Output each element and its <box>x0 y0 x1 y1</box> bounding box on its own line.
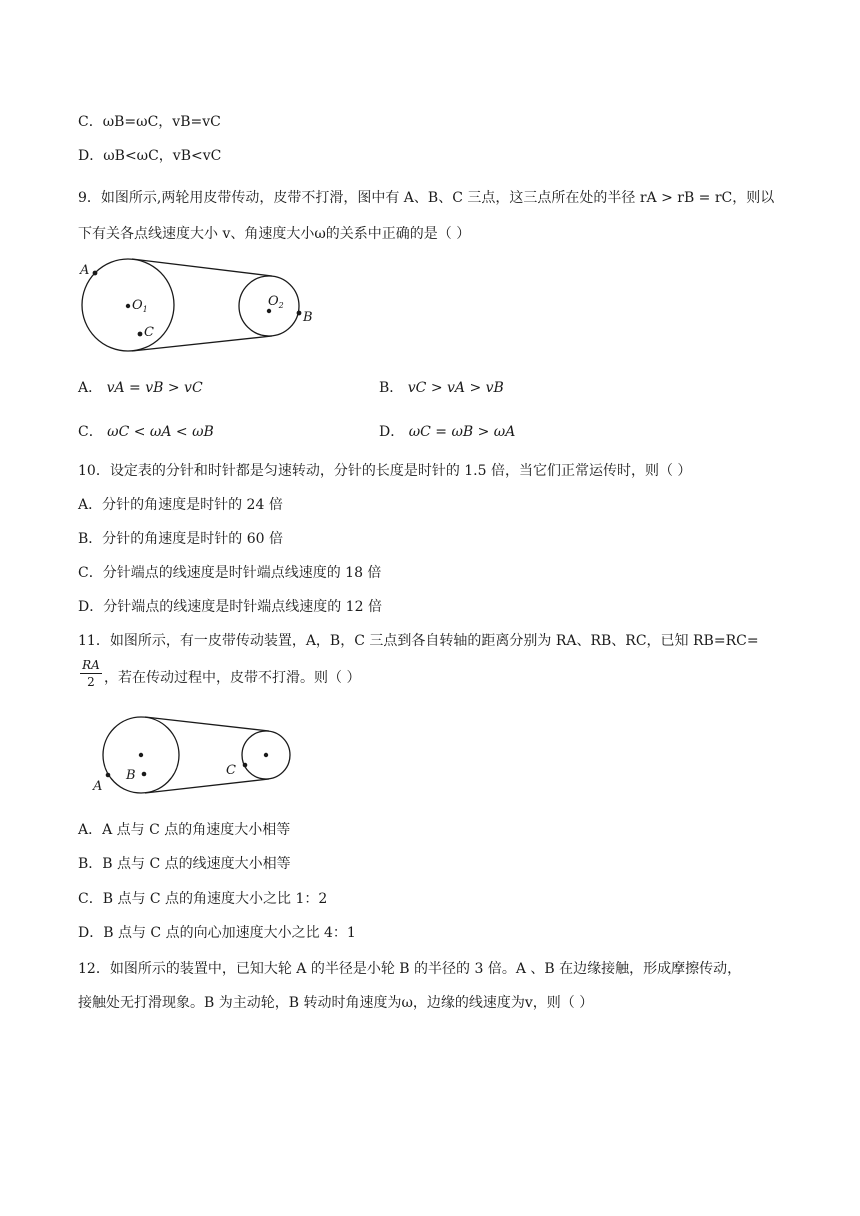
q9-label-c: C <box>144 325 154 340</box>
q11-center-large-dot <box>139 753 143 757</box>
q11-option-b: B．B 点与 C 点的线速度大小相等 <box>78 856 291 872</box>
q11-belt-figure <box>88 710 303 800</box>
q9-belt-top <box>132 259 272 276</box>
q11-label-a: A <box>93 779 103 794</box>
q8-option-d-text: ωB<ωC，vB<vC <box>103 148 222 164</box>
q10-option-a: A．分针的角速度是时针的 24 倍 <box>78 497 283 513</box>
q9-point-b-dot <box>297 311 302 316</box>
q10-stem: 10．设定表的分针和时针都是匀速转动，分针的长度是时针的 1.5 倍，当它们正常运传时，则（ ） <box>78 463 692 479</box>
q11-label-b: B <box>126 768 136 783</box>
q9-label-o2: $O_2$ <box>268 294 284 310</box>
q11-point-c-dot <box>243 763 248 768</box>
q9-stem-line1: 9．如图所示,两轮用皮带传动，皮带不打滑，图中有 A、B、C 三点，这三点所在处的半径 rA > rB = rC，则以 <box>78 190 775 206</box>
q8-option-c-text: ωB=ωC，vB=vC <box>102 114 221 130</box>
q9-label-o1: $O_1$ <box>132 298 148 314</box>
q12-stem-line2: 接触处无打滑现象。B 为主动轮，B 转动时角速度为ω，边缘的线速度为v，则（ ） <box>78 995 594 1011</box>
q11-option-d: D．B 点与 C 点的向心加速度大小之比 4：1 <box>78 925 356 941</box>
q10-option-c: C．分针端点的线速度是时针端点线速度的 18 倍 <box>78 565 382 581</box>
q9-label-b: B <box>303 310 313 325</box>
q11-label-c: C <box>226 763 236 778</box>
q9-option-c: C． ωC < ωA < ωB <box>78 424 214 440</box>
q11-fraction-numerator: RA <box>80 657 102 674</box>
q11-point-b-dot <box>142 772 147 777</box>
q9-option-a: A． vA = vB > vC <box>78 380 203 396</box>
q11-stem-line1: 11．如图所示，有一皮带传动装置，A，B，C 三点到各自转轴的距离分别为 RA、RB、RC，已知 RB=RC= <box>78 633 759 649</box>
q9-center-o2-dot <box>267 309 271 313</box>
q9-stem-line2: 下有关各点线速度大小 v、角速度大小ω的关系中正确的是（ ） <box>78 226 471 242</box>
q11-point-a-dot <box>106 773 111 778</box>
q9-option-d: D． ωC = ωB > ωA <box>379 424 516 440</box>
q12-stem-line1: 12．如图所示的装置中，已知大轮 A 的半径是小轮 B 的半径的 3 倍。A 、B 在边缘接触，形成摩擦传动， <box>78 961 742 977</box>
q8-option-c: C．ωB=ωC，vB=vC <box>78 114 221 130</box>
q11-option-c: C．B 点与 C 点的角速度大小之比 1：2 <box>78 891 328 907</box>
q11-stem-line2: ，若在传动过程中，皮带不打滑。则（ ） <box>104 670 361 686</box>
q11-fraction-denominator: 2 <box>87 675 95 689</box>
q8-option-d: D．ωB<ωC，vB<vC <box>78 148 222 164</box>
q9-belt-figure <box>76 255 336 360</box>
q9-point-a-dot <box>93 271 98 276</box>
q9-option-b: B． vC > vA > vB <box>379 380 504 396</box>
q11-fraction <box>80 657 102 690</box>
q10-option-d: D．分针端点的线速度是时针端点线速度的 12 倍 <box>78 599 382 615</box>
q11-option-a: A．A 点与 C 点的角速度大小相等 <box>78 822 291 838</box>
q9-label-a: A <box>80 263 90 278</box>
q9-point-c-dot <box>138 332 143 337</box>
q9-center-o1-dot <box>126 304 130 308</box>
q10-option-b: B．分针的角速度是时针的 60 倍 <box>78 531 284 547</box>
q11-center-small-dot <box>264 753 268 757</box>
